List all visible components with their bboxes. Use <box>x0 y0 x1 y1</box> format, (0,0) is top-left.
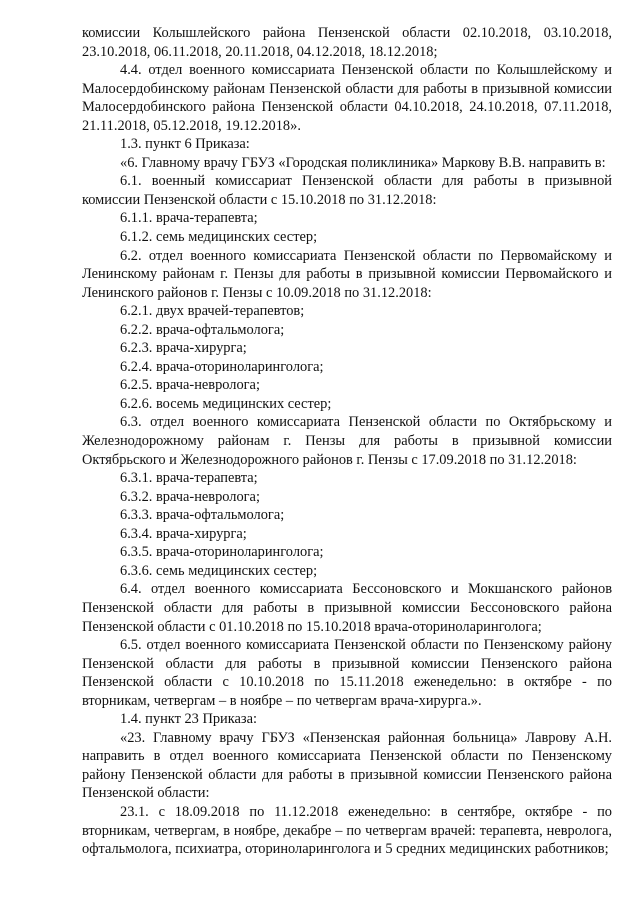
paragraph: 6.3. отдел военного комиссариата Пензенской области по Октябрьскому и Железнодорожному районам г. Пензы для работы в призывной комиссии Октябрьского и Железнодорожного районов г. Пензы с 17.09.2018 по 31.12.2018: <box>82 414 612 468</box>
paragraph: 6.5. отдел военного комиссариата Пензенской области по Пензенскому району Пензенской области для работы в призывной комиссии Пензенского района Пензенской области с 10.10.2018 по 15.11.2018 еженедельно: в октябре - по вторникам, четвергам – в ноябре – по четвергам врача-хирурга.». <box>82 637 612 709</box>
paragraph: 1.3. пункт 6 Приказа: <box>120 136 250 153</box>
paragraph: 6.3.6. семь медицинских сестер; <box>120 562 318 579</box>
paragraph: 6.3.2. врача-невролога; <box>120 488 260 505</box>
paragraph: комиссии Колышлейского района Пензенской области 02.10.2018, 03.10.2018, 23.10.2018, 06.11.2018, 20.11.2018, 04.12.2018, 18.12.2018; <box>82 25 612 60</box>
document-page <box>82 24 612 859</box>
paragraph: 6.4. отдел военного комиссариата Бессоновского и Мокшанского районов Пензенской области для работы в призывной комиссии Бессоновского района Пензенской области с 01.10.2018 по 15.10.2018 врача-оториноларинголога; <box>82 581 612 635</box>
paragraph: 6.3.1. врача-терапевта; <box>120 470 258 487</box>
paragraph: 6.2.6. восемь медицинских сестер; <box>120 395 332 412</box>
paragraph: 6.3.4. врача-хирурга; <box>120 525 247 542</box>
paragraph: 6.1.1. врача-терапевта; <box>120 210 258 227</box>
paragraph: 4.4. отдел военного комиссариата Пензенской области по Колышлейскому и Малосердобинскому районам Пензенской области для работы в призывной комиссии Малосердобинского района Пензенской области 04.10.2018, 24.10.2018, 07.11.2018, 21.11.2018, 05.12.2018, 19.12.2018». <box>82 62 612 134</box>
paragraph: 6.2.1. двух врачей-терапевтов; <box>120 303 305 320</box>
paragraph: 6.2.3. врача-хирурга; <box>120 340 247 357</box>
paragraph: «23. Главному врачу ГБУЗ «Пензенская районная больница» Лаврову А.Н. направить в отдел военного комиссариата Пензенской области по Пензенскому району Пензенской области для работы в призывной комиссии Пензенского района Пензенской области: <box>82 729 612 802</box>
paragraph: 23.1. с 18.09.2018 по 11.12.2018 еженедельно: в сентябре, октябре - по вторникам, четвергам, в ноябре, декабре – по четвергам врачей: терапевта, невролога, офтальмолога, психиатра, оториноларинголога и 5 средних медицинских работников; <box>82 803 612 858</box>
paragraph: 6.1.2. семь медицинских сестер; <box>120 229 318 246</box>
paragraph: 6.2.5. врача-невролога; <box>120 377 260 394</box>
paragraph: 6.3.5. врача-оториноларинголога; <box>120 544 324 561</box>
paragraph: 6.2. отдел военного комиссариата Пензенской области по Первомайскому и Ленинскому районам г. Пензы для работы в призывной комиссии Первомайского и Ленинского районов г. Пензы с 10.09.2018 по 31.12.2018: <box>82 247 612 301</box>
paragraph: 6.3.3. врача-офтальмолога; <box>120 507 285 524</box>
paragraph: 1.4. пункт 23 Приказа: <box>120 711 257 728</box>
paragraph: 6.2.2. врача-офтальмолога; <box>120 321 285 338</box>
document-body <box>82 24 612 859</box>
paragraph: 6.2.4. врача-оториноларинголога; <box>120 358 324 375</box>
paragraph: «6. Главному врачу ГБУЗ «Городская поликлиника» Маркову В.В. направить в: <box>120 154 606 171</box>
paragraph: 6.1. военный комиссариат Пензенской области для работы в призывной комиссии Пензенской области с 15.10.2018 по 31.12.2018: <box>82 173 612 208</box>
